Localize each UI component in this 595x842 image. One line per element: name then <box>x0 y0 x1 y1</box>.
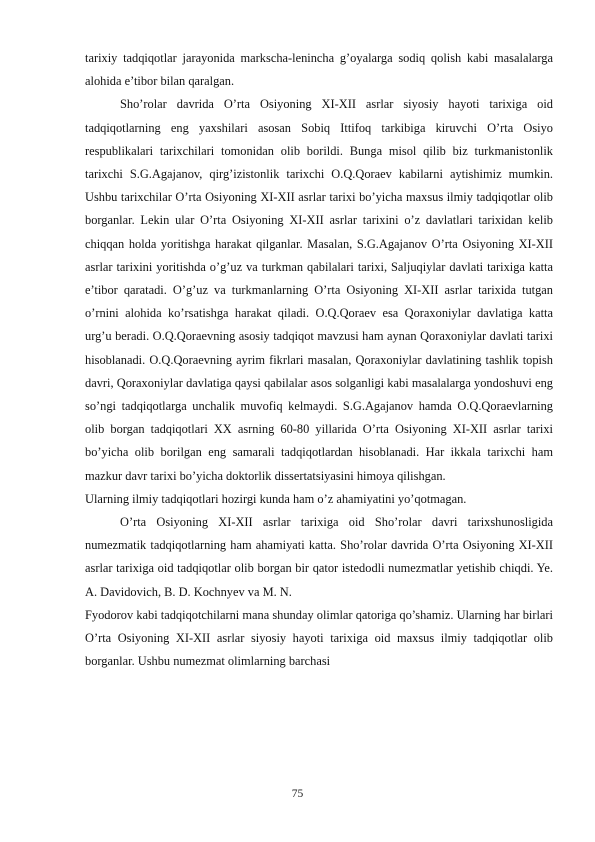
page-number: 75 <box>291 788 304 800</box>
paragraph-1: tarixiy tadqiqotlar jarayonida markscha-lenincha g’oyalarga sodiq qolish kabi masalalarga alohida e’tibor bilan qaralgan. <box>85 51 553 89</box>
paragraph-5: Fyodorov kabi tadqiqotchilarni mana shunday olimlar qatoriga qo’shamiz. Ularning har birlari O’rta Osiyoning XI-XII asrlar siyosiy hayoti tarixiga oid maxsus ilmiy tadqiqotlar olib borganlar. Ushbu numezmat olimlarning barchasi <box>85 607 553 669</box>
page-body <box>85 47 553 673</box>
paragraph-2: Sho’rolar davrida O’rta Osiyoning XI-XII asrlar siyosiy hayoti tarixiga oid tadqiqotlarning eng yaxshilari asosan Sobiq Ittifoq tarkibiga kiruvchi O’rta Osiyo respublikalari tarixchilari tomonidan olib borildi. Bunga misol qilib biz turkmanistonlik tarixchi S.G.Agajanov, qirg’izistonlik tarixchi O.Q.Qoraev kabilarni aytishimiz mumkin. Ushbu tarixchilar O’rta Osiyoning XI-XII asrlar tarixi bo’yicha maxsus ilmiy tadqiqotlar olib borganlar. Lekin ular O’rta Osiyoning XI-XII asrlar tarixini o’z davlatlari tarixidan kelib chiqqan holda yoritishga harakat qilganlar. Masalan, S.G.Agajanov O’rta Osiyoning XI-XII asrlar tarixini yoritishda o’g’uz va turkman qabilalari tarixi, Saljuqiylar davlati tarixiga katta e’tibor qaratadi. O’g’uz va turkmanlarning O’rta Osiyoning XI-XII asrlar tarixida tutgan o’rnini alohida ko’rsatishga harakat qiladi. O.Q.Qoraev esa Qoraxoniylar davlatiga katta urg’u beradi. O.Q.Qoraevning asosiy tadqiqot mavzusi ham aynan Qoraxoniylar davlati tarixi hisoblanadi. O.Q.Qoraevning ayrim fikrlari masalan, Qoraxoniylar davlatining tashlik topish davri, Qoraxoniylar davlatiga qaysi qabilalar asos solganligi kabi masalalarga yondoshuvi eng so’ngi tadqiqotlarga unchalik muvofiq kelmaydi. S.G.Agajanov hamda O.Q.Qoraevlarning olib borgan tadqiqotlari XX asrning 60-80 yillarida O’rta Osiyoning XI-XII asrlar tarixi bo’yicha olib borilgan eng samarali tadqiqotlardan hisoblanadi. Har ikkala tarixchi ham mazkur davr tarixi bo’yicha doktorlik dissertatsiyasini himoya qilishgan. <box>85 97 553 483</box>
paragraph-3: Ularning ilmiy tadqiqotlari hozirgi kunda ham o’z ahamiyatini yo’qotmagan. <box>85 491 467 506</box>
paragraph-4: O’rta Osiyoning XI-XII asrlar tarixiga oid Sho’rolar davri tarixshunosligida numezmatik tadqiqotlarning ham ahamiyati katta. Sho’rolar davrida O’rta Osiyoning XI-XII asrlar tarixiga oid tadqiqotlar olib borgan bir qator istedodli numezmatlar yetishib chiqdi. Ye. A. Davidovich, B. D. Kochnyev va M. N. <box>85 515 553 599</box>
